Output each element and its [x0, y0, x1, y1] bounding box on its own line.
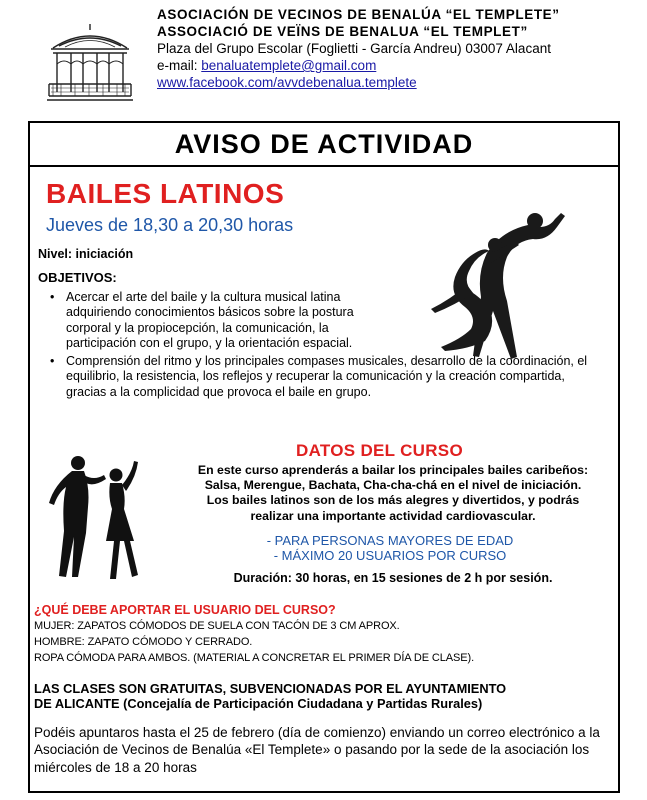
objective-text: Acercar el arte del baile y la cultura musical latina adquiriendo conocimientos básicos sobre la postura corporal y la propiocepción, la comunicación, la participación con el grupo, y la orientación espacial.: [66, 290, 354, 350]
course-line: En este curso aprenderás a bailar los principales bailes caribeños:: [197, 463, 589, 477]
tango-dancers-icon: [415, 201, 585, 371]
target-line: - MÁXIMO 20 USUARIOS POR CURSO: [273, 548, 507, 563]
email-line: [157, 57, 637, 74]
bullet-icon: •: [50, 290, 55, 304]
bandstand-logo-icon: [45, 22, 135, 104]
association-name-es: ASOCIACIÓN DE VECINOS DE BENALÚA “EL TEMPLETE”: [157, 7, 560, 22]
email-link[interactable]: benaluatemplete@gmail.com: [201, 58, 377, 73]
objective-text: Comprensión del ritmo y los principales compases musicales, desarrollo de la coordinación, el equilibrio, la resistencia, los reflejos y recuperar la comunicación y la creación compartida, gracias a la complicidad que provoca el baile en grupo.: [66, 354, 588, 399]
notice-box: [28, 121, 620, 793]
course-data-heading: DATOS DEL CURSO: [296, 441, 463, 460]
requirement-line: ROPA CÓMODA PARA AMBOS. (MATERIAL A CONCRETAR EL PRIMER DÍA DE CLASE).: [34, 652, 475, 664]
requirement-line: HOMBRE: ZAPATO CÓMODO Y CERRADO.: [34, 636, 253, 648]
activity-title: BAILES LATINOS: [46, 178, 285, 209]
requirements-heading: ¿QUÉ DEBE APORTAR EL USUARIO DEL CURSO?: [34, 603, 336, 617]
course-description: [170, 463, 616, 524]
activity-schedule: Jueves de 18,30 a 20,30 horas: [46, 215, 294, 235]
activity-level: Nivel: iniciación: [38, 247, 134, 261]
email-label: e-mail:: [157, 58, 202, 73]
free-line: LAS CLASES SON GRATUITAS, SUBVENCIONADAS POR EL AYUNTAMIENTO: [34, 681, 507, 696]
objective-item: [50, 290, 400, 351]
target-line: - PARA PERSONAS MAYORES DE EDAD: [266, 533, 514, 548]
letterhead: [0, 0, 647, 112]
objectives-heading: OBJETIVOS:: [38, 270, 117, 285]
facebook-line: [157, 74, 637, 91]
signup-instructions: Podéis apuntaros hasta el 25 de febrero (día de comienzo) enviando un correo electrónico a la Asociación de Vecinos de Benalúa «El Templete» o pasando por la sede de la asociación los miércoles de 18 a 20 horas: [34, 725, 600, 775]
course-duration: Duración: 30 horas, en 15 sesiones de 2 h por sesión.: [233, 571, 553, 585]
facebook-link[interactable]: www.facebook.com/avvdebenalua.templete: [157, 75, 417, 90]
association-info: [157, 6, 637, 91]
salsa-dancers-icon: [44, 453, 144, 588]
notice-title: AVISO DE ACTIVIDAD: [174, 129, 474, 159]
course-line: Salsa, Merengue, Bachata, Cha-cha-chá en el nivel de iniciación.: [204, 478, 582, 493]
free-classes-note: [34, 681, 506, 711]
course-line: Los bailes latinos son de los más alegres y divertidos, y podrás: [206, 493, 580, 508]
bullet-icon: •: [50, 354, 55, 369]
association-address: Plaza del Grupo Escolar (Foglietti - García Andreu) 03007 Alacant: [157, 41, 551, 56]
notice-title-bar: [30, 123, 618, 167]
requirement-line: MUJER: ZAPATOS CÓMODOS DE SUELA CON TACÓN DE 3 CM APROX.: [34, 620, 400, 632]
free-line: DE ALICANTE (Concejalía de Participación Ciudadana y Partidas Rurales): [34, 696, 483, 711]
target-audience: [230, 533, 550, 563]
association-name-va: ASSOCIACIÓ DE VEÏNS DE BENALUA “EL TEMPLET”: [157, 24, 528, 39]
course-line: realizar una importante actividad cardiovascular.: [250, 508, 536, 523]
requirements-list: [34, 618, 474, 666]
